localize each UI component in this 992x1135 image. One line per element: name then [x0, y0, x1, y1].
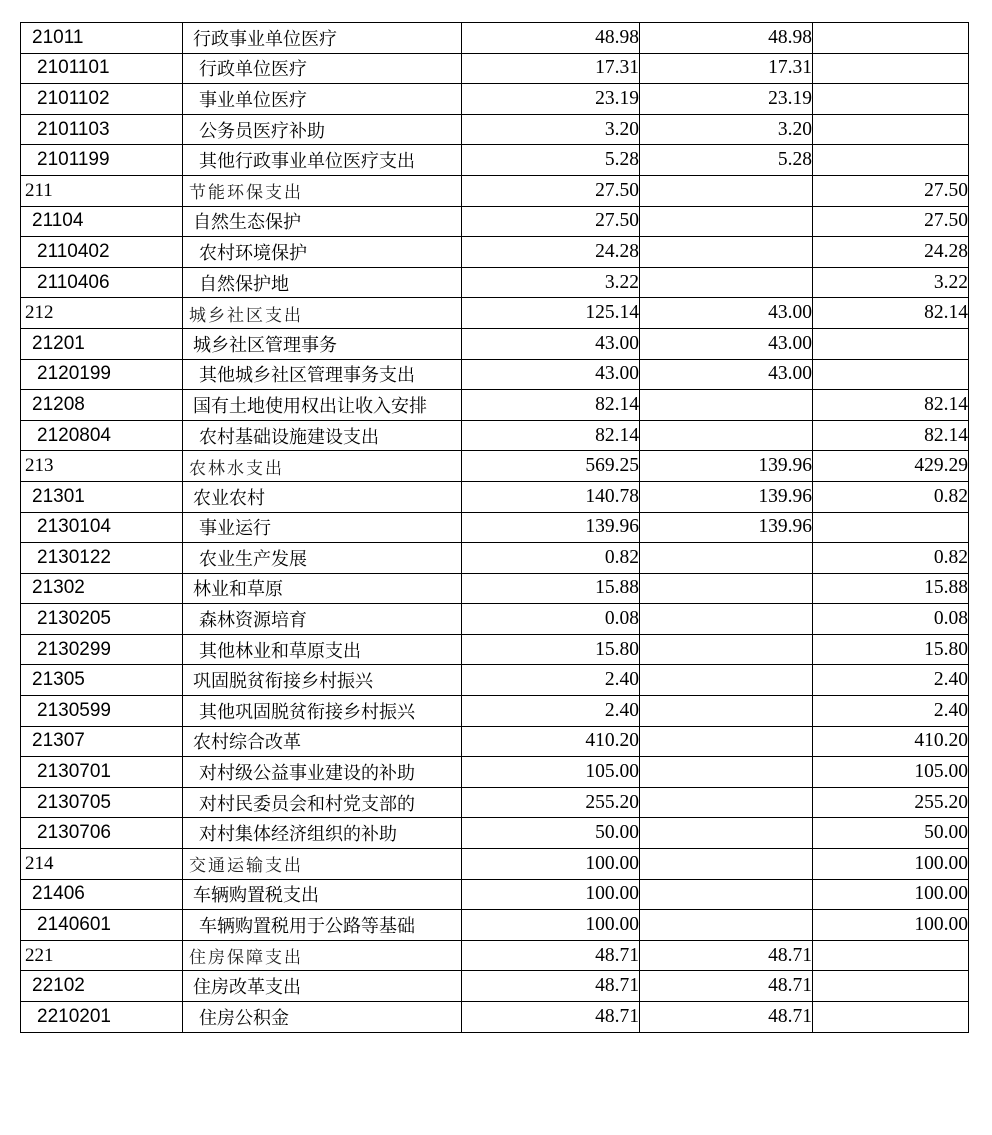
basic-expenditure-cell [640, 573, 813, 604]
account-code-cell: 21302 [21, 573, 183, 604]
project-expenditure-cell: 0.08 [813, 604, 969, 635]
account-name-cell: 住房保障支出 [183, 940, 462, 971]
project-expenditure-cell: 0.82 [813, 543, 969, 574]
basic-expenditure-cell [640, 206, 813, 237]
account-name-cell: 林业和草原 [183, 573, 462, 604]
account-name-cell: 城乡社区支出 [183, 298, 462, 329]
total-amount-cell: 0.82 [462, 543, 640, 574]
account-name-cell: 巩固脱贫衔接乡村振兴 [183, 665, 462, 696]
table-row [21, 573, 969, 604]
total-amount-cell: 24.28 [462, 237, 640, 268]
total-amount-cell: 17.31 [462, 53, 640, 84]
total-amount-cell: 100.00 [462, 910, 640, 941]
total-amount-cell: 2.40 [462, 665, 640, 696]
basic-expenditure-cell: 48.71 [640, 1002, 813, 1033]
basic-expenditure-cell: 43.00 [640, 298, 813, 329]
total-amount-cell: 100.00 [462, 849, 640, 880]
account-code-cell: 2110406 [21, 267, 183, 298]
basic-expenditure-cell [640, 787, 813, 818]
table-row [21, 114, 969, 145]
total-amount-cell: 43.00 [462, 328, 640, 359]
account-name-cell: 农业农村 [183, 481, 462, 512]
basic-expenditure-cell [640, 818, 813, 849]
table-row [21, 757, 969, 788]
project-expenditure-cell: 15.88 [813, 573, 969, 604]
table-row [21, 787, 969, 818]
table-row [21, 23, 969, 54]
table-row [21, 1002, 969, 1033]
account-code-cell: 21208 [21, 390, 183, 421]
account-name-cell: 其他巩固脱贫衔接乡村振兴 [183, 696, 462, 727]
account-code-cell: 2120804 [21, 420, 183, 451]
account-code-cell: 2101102 [21, 84, 183, 115]
account-name-cell: 森林资源培育 [183, 604, 462, 635]
total-amount-cell: 3.22 [462, 267, 640, 298]
project-expenditure-cell [813, 145, 969, 176]
project-expenditure-cell: 27.50 [813, 206, 969, 237]
account-code-cell: 21305 [21, 665, 183, 696]
table-row [21, 910, 969, 941]
basic-expenditure-cell: 139.96 [640, 512, 813, 543]
table-row [21, 359, 969, 390]
account-name-cell: 其他城乡社区管理事务支出 [183, 359, 462, 390]
project-expenditure-cell: 100.00 [813, 879, 969, 910]
account-name-cell: 行政单位医疗 [183, 53, 462, 84]
basic-expenditure-cell: 139.96 [640, 451, 813, 482]
total-amount-cell: 139.96 [462, 512, 640, 543]
project-expenditure-cell: 50.00 [813, 818, 969, 849]
project-expenditure-cell: 100.00 [813, 849, 969, 880]
basic-expenditure-cell: 48.71 [640, 971, 813, 1002]
account-code-cell: 221 [21, 940, 183, 971]
account-code-cell: 2130299 [21, 634, 183, 665]
basic-expenditure-cell [640, 634, 813, 665]
account-name-cell: 交通运输支出 [183, 849, 462, 880]
account-name-cell: 农林水支出 [183, 451, 462, 482]
account-code-cell: 21307 [21, 726, 183, 757]
project-expenditure-cell [813, 359, 969, 390]
basic-expenditure-cell [640, 543, 813, 574]
project-expenditure-cell: 2.40 [813, 696, 969, 727]
table-row [21, 512, 969, 543]
project-expenditure-cell [813, 1002, 969, 1033]
basic-expenditure-cell [640, 726, 813, 757]
project-expenditure-cell: 2.40 [813, 665, 969, 696]
account-code-cell: 213 [21, 451, 183, 482]
total-amount-cell: 125.14 [462, 298, 640, 329]
account-code-cell: 2120199 [21, 359, 183, 390]
account-code-cell: 212 [21, 298, 183, 329]
basic-expenditure-cell [640, 237, 813, 268]
total-amount-cell: 48.71 [462, 940, 640, 971]
total-amount-cell: 43.00 [462, 359, 640, 390]
table-row [21, 451, 969, 482]
basic-expenditure-cell [640, 757, 813, 788]
basic-expenditure-cell [640, 267, 813, 298]
basic-expenditure-cell: 43.00 [640, 328, 813, 359]
table-row [21, 390, 969, 421]
account-name-cell: 农村综合改革 [183, 726, 462, 757]
budget-table [20, 22, 969, 1033]
basic-expenditure-cell [640, 390, 813, 421]
table-row [21, 328, 969, 359]
table-row [21, 940, 969, 971]
account-code-cell: 2130706 [21, 818, 183, 849]
account-code-cell: 2101101 [21, 53, 183, 84]
total-amount-cell: 2.40 [462, 696, 640, 727]
total-amount-cell: 48.71 [462, 971, 640, 1002]
basic-expenditure-cell [640, 604, 813, 635]
total-amount-cell: 48.71 [462, 1002, 640, 1033]
table-row [21, 145, 969, 176]
basic-expenditure-cell [640, 910, 813, 941]
account-code-cell: 2110402 [21, 237, 183, 268]
project-expenditure-cell: 255.20 [813, 787, 969, 818]
account-code-cell: 2130599 [21, 696, 183, 727]
project-expenditure-cell: 3.22 [813, 267, 969, 298]
budget-table-body [21, 23, 969, 1033]
table-row [21, 665, 969, 696]
total-amount-cell: 15.80 [462, 634, 640, 665]
total-amount-cell: 27.50 [462, 175, 640, 206]
account-name-cell: 自然保护地 [183, 267, 462, 298]
account-code-cell: 2101199 [21, 145, 183, 176]
account-name-cell: 住房公积金 [183, 1002, 462, 1033]
table-row [21, 298, 969, 329]
table-row [21, 175, 969, 206]
account-name-cell: 节能环保支出 [183, 175, 462, 206]
table-row [21, 849, 969, 880]
account-code-cell: 2130122 [21, 543, 183, 574]
project-expenditure-cell: 82.14 [813, 420, 969, 451]
basic-expenditure-cell [640, 420, 813, 451]
account-code-cell: 2130705 [21, 787, 183, 818]
project-expenditure-cell: 0.82 [813, 481, 969, 512]
basic-expenditure-cell [640, 665, 813, 696]
account-code-cell: 214 [21, 849, 183, 880]
total-amount-cell: 140.78 [462, 481, 640, 512]
table-row [21, 818, 969, 849]
account-code-cell: 22102 [21, 971, 183, 1002]
table-row [21, 206, 969, 237]
project-expenditure-cell [813, 53, 969, 84]
account-code-cell: 2130205 [21, 604, 183, 635]
basic-expenditure-cell: 43.00 [640, 359, 813, 390]
basic-expenditure-cell [640, 696, 813, 727]
account-name-cell: 农村环境保护 [183, 237, 462, 268]
account-name-cell: 农村基础设施建设支出 [183, 420, 462, 451]
account-code-cell: 2101103 [21, 114, 183, 145]
table-row [21, 420, 969, 451]
project-expenditure-cell: 27.50 [813, 175, 969, 206]
total-amount-cell: 48.98 [462, 23, 640, 54]
basic-expenditure-cell [640, 849, 813, 880]
total-amount-cell: 255.20 [462, 787, 640, 818]
table-row [21, 726, 969, 757]
account-name-cell: 事业运行 [183, 512, 462, 543]
account-name-cell: 车辆购置税用于公路等基础 [183, 910, 462, 941]
project-expenditure-cell [813, 84, 969, 115]
account-code-cell: 2210201 [21, 1002, 183, 1033]
total-amount-cell: 15.88 [462, 573, 640, 604]
table-row [21, 237, 969, 268]
basic-expenditure-cell: 5.28 [640, 145, 813, 176]
basic-expenditure-cell [640, 879, 813, 910]
basic-expenditure-cell: 139.96 [640, 481, 813, 512]
account-name-cell: 农业生产发展 [183, 543, 462, 574]
table-row [21, 971, 969, 1002]
project-expenditure-cell [813, 971, 969, 1002]
table-row [21, 879, 969, 910]
table-row [21, 543, 969, 574]
project-expenditure-cell: 15.80 [813, 634, 969, 665]
project-expenditure-cell: 24.28 [813, 237, 969, 268]
project-expenditure-cell [813, 512, 969, 543]
project-expenditure-cell [813, 328, 969, 359]
account-code-cell: 21011 [21, 23, 183, 54]
account-code-cell: 21104 [21, 206, 183, 237]
table-row [21, 604, 969, 635]
total-amount-cell: 100.00 [462, 879, 640, 910]
account-code-cell: 21301 [21, 481, 183, 512]
account-name-cell: 对村集体经济组织的补助 [183, 818, 462, 849]
account-name-cell: 对村民委员会和村党支部的 [183, 787, 462, 818]
table-row [21, 84, 969, 115]
basic-expenditure-cell: 23.19 [640, 84, 813, 115]
total-amount-cell: 410.20 [462, 726, 640, 757]
basic-expenditure-cell: 48.71 [640, 940, 813, 971]
table-row [21, 267, 969, 298]
total-amount-cell: 5.28 [462, 145, 640, 176]
total-amount-cell: 50.00 [462, 818, 640, 849]
account-name-cell: 事业单位医疗 [183, 84, 462, 115]
account-name-cell: 城乡社区管理事务 [183, 328, 462, 359]
account-code-cell: 2130701 [21, 757, 183, 788]
project-expenditure-cell: 429.29 [813, 451, 969, 482]
table-row [21, 634, 969, 665]
table-row [21, 481, 969, 512]
project-expenditure-cell: 105.00 [813, 757, 969, 788]
project-expenditure-cell: 82.14 [813, 390, 969, 421]
account-name-cell: 国有土地使用权出让收入安排 [183, 390, 462, 421]
account-name-cell: 其他行政事业单位医疗支出 [183, 145, 462, 176]
account-name-cell: 其他林业和草原支出 [183, 634, 462, 665]
basic-expenditure-cell: 3.20 [640, 114, 813, 145]
account-name-cell: 对村级公益事业建设的补助 [183, 757, 462, 788]
project-expenditure-cell: 410.20 [813, 726, 969, 757]
basic-expenditure-cell: 48.98 [640, 23, 813, 54]
account-code-cell: 211 [21, 175, 183, 206]
total-amount-cell: 105.00 [462, 757, 640, 788]
account-name-cell: 住房改革支出 [183, 971, 462, 1002]
account-code-cell: 21201 [21, 328, 183, 359]
account-name-cell: 公务员医疗补助 [183, 114, 462, 145]
project-expenditure-cell: 100.00 [813, 910, 969, 941]
total-amount-cell: 82.14 [462, 420, 640, 451]
total-amount-cell: 82.14 [462, 390, 640, 421]
project-expenditure-cell [813, 114, 969, 145]
project-expenditure-cell [813, 23, 969, 54]
account-name-cell: 自然生态保护 [183, 206, 462, 237]
total-amount-cell: 23.19 [462, 84, 640, 115]
total-amount-cell: 569.25 [462, 451, 640, 482]
project-expenditure-cell: 82.14 [813, 298, 969, 329]
table-row [21, 53, 969, 84]
basic-expenditure-cell: 17.31 [640, 53, 813, 84]
total-amount-cell: 27.50 [462, 206, 640, 237]
project-expenditure-cell [813, 940, 969, 971]
account-code-cell: 2140601 [21, 910, 183, 941]
total-amount-cell: 3.20 [462, 114, 640, 145]
basic-expenditure-cell [640, 175, 813, 206]
account-code-cell: 2130104 [21, 512, 183, 543]
total-amount-cell: 0.08 [462, 604, 640, 635]
account-name-cell: 车辆购置税支出 [183, 879, 462, 910]
account-code-cell: 21406 [21, 879, 183, 910]
table-row [21, 696, 969, 727]
account-name-cell: 行政事业单位医疗 [183, 23, 462, 54]
